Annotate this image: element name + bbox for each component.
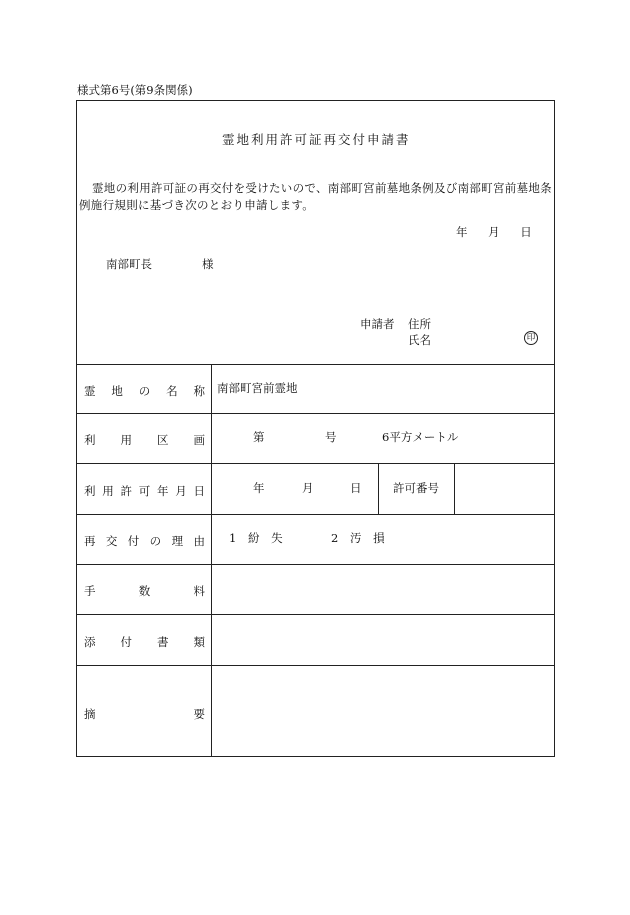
table-column-divider (454, 463, 455, 514)
form-title: 霊地利用許可証再交付申請書 (222, 132, 411, 147)
permit-year-label: 年 (253, 481, 265, 495)
permit-day-label: 日 (350, 481, 362, 495)
table-row-label-char: 月 (175, 484, 187, 498)
table-row-label-char: 再 (84, 534, 96, 548)
table-row-label-char: 用 (102, 484, 114, 498)
table-row-label (84, 432, 205, 448)
body-text-line-2: 例施行規則に基づき次のとおり申請します。 (79, 198, 315, 212)
table-row-label-char: の (149, 534, 162, 548)
address-label: 住所 (408, 317, 431, 331)
permit-number-label: 許可番号 (393, 481, 439, 495)
table-row-label-char: 数 (138, 584, 151, 598)
name-label: 氏名 (408, 333, 431, 347)
table-row-label-char: 名 (166, 384, 178, 398)
table-row-label-char: 区 (157, 433, 169, 447)
table-row-label (84, 634, 205, 650)
table-row-label (84, 483, 205, 499)
table-row-label-char: 添 (84, 635, 96, 649)
body-text-line-1: 霊地の利用許可証の再交付を受けたいので、南部町宮前墓地条例及び南部町宮前墓地条 (92, 181, 552, 195)
seal-icon: 印 (524, 331, 538, 345)
table-rule (76, 514, 555, 515)
table-row-label (84, 706, 205, 722)
table-row-label-char: 用 (120, 433, 132, 447)
table-row-label (84, 583, 205, 599)
table-row-label-char: の (138, 384, 151, 398)
table-rule (76, 364, 555, 365)
addressee: 南部町長 (106, 257, 152, 271)
table-row-label-char: 利 (84, 433, 96, 447)
form-reference: 様式第6号(第9条関係) (77, 83, 193, 97)
table-rule (76, 564, 555, 565)
reason-lost: 1 紛 失 (229, 531, 283, 545)
table-rule (76, 413, 555, 414)
honorific: 様 (202, 257, 214, 271)
table-row-label-char: 付 (120, 635, 132, 649)
table-row-label-char: 地 (111, 384, 123, 398)
applicant-label: 申請者 (360, 317, 395, 331)
reason-damaged: 2 汚 損 (331, 531, 385, 545)
table-row-label-char: 年 (157, 484, 169, 498)
plot-suffix: 号 (325, 430, 337, 444)
table-row-label-char: 霊 (84, 384, 96, 398)
table-row-label (84, 383, 205, 399)
permit-month-label: 月 (302, 481, 314, 495)
grave-name-value: 南部町宮前霊地 (217, 381, 298, 395)
table-column-divider (211, 364, 212, 757)
table-row-label-char: 理 (171, 534, 184, 548)
table-row-label-char: 付 (127, 534, 140, 548)
table-row-label-char: 要 (193, 707, 205, 721)
table-row-label-char: 由 (193, 534, 205, 548)
table-rule (76, 665, 555, 666)
table-row-label-char: 書 (157, 635, 169, 649)
table-row-label (84, 533, 205, 549)
table-row-label-char: 画 (193, 433, 205, 447)
plot-area: 6平方メートル (382, 430, 459, 444)
table-row-label-char: 交 (105, 534, 118, 548)
plot-prefix: 第 (253, 430, 265, 444)
table-row-label-char: 摘 (84, 707, 96, 721)
table-row-label-char: 手 (84, 584, 96, 598)
table-row-label-char: 利 (84, 484, 96, 498)
table-row-label-char: 許 (120, 484, 132, 498)
table-rule (76, 614, 555, 615)
table-row-label-char: 日 (193, 484, 205, 498)
table-column-divider (378, 463, 379, 514)
table-row-label-char: 可 (138, 484, 151, 498)
table-rule (76, 463, 555, 464)
table-row-label-char: 料 (193, 584, 205, 598)
date-field-label: 年 月 日 (456, 225, 532, 239)
table-row-label-char: 類 (193, 635, 205, 649)
table-row-label-char: 称 (193, 384, 205, 398)
